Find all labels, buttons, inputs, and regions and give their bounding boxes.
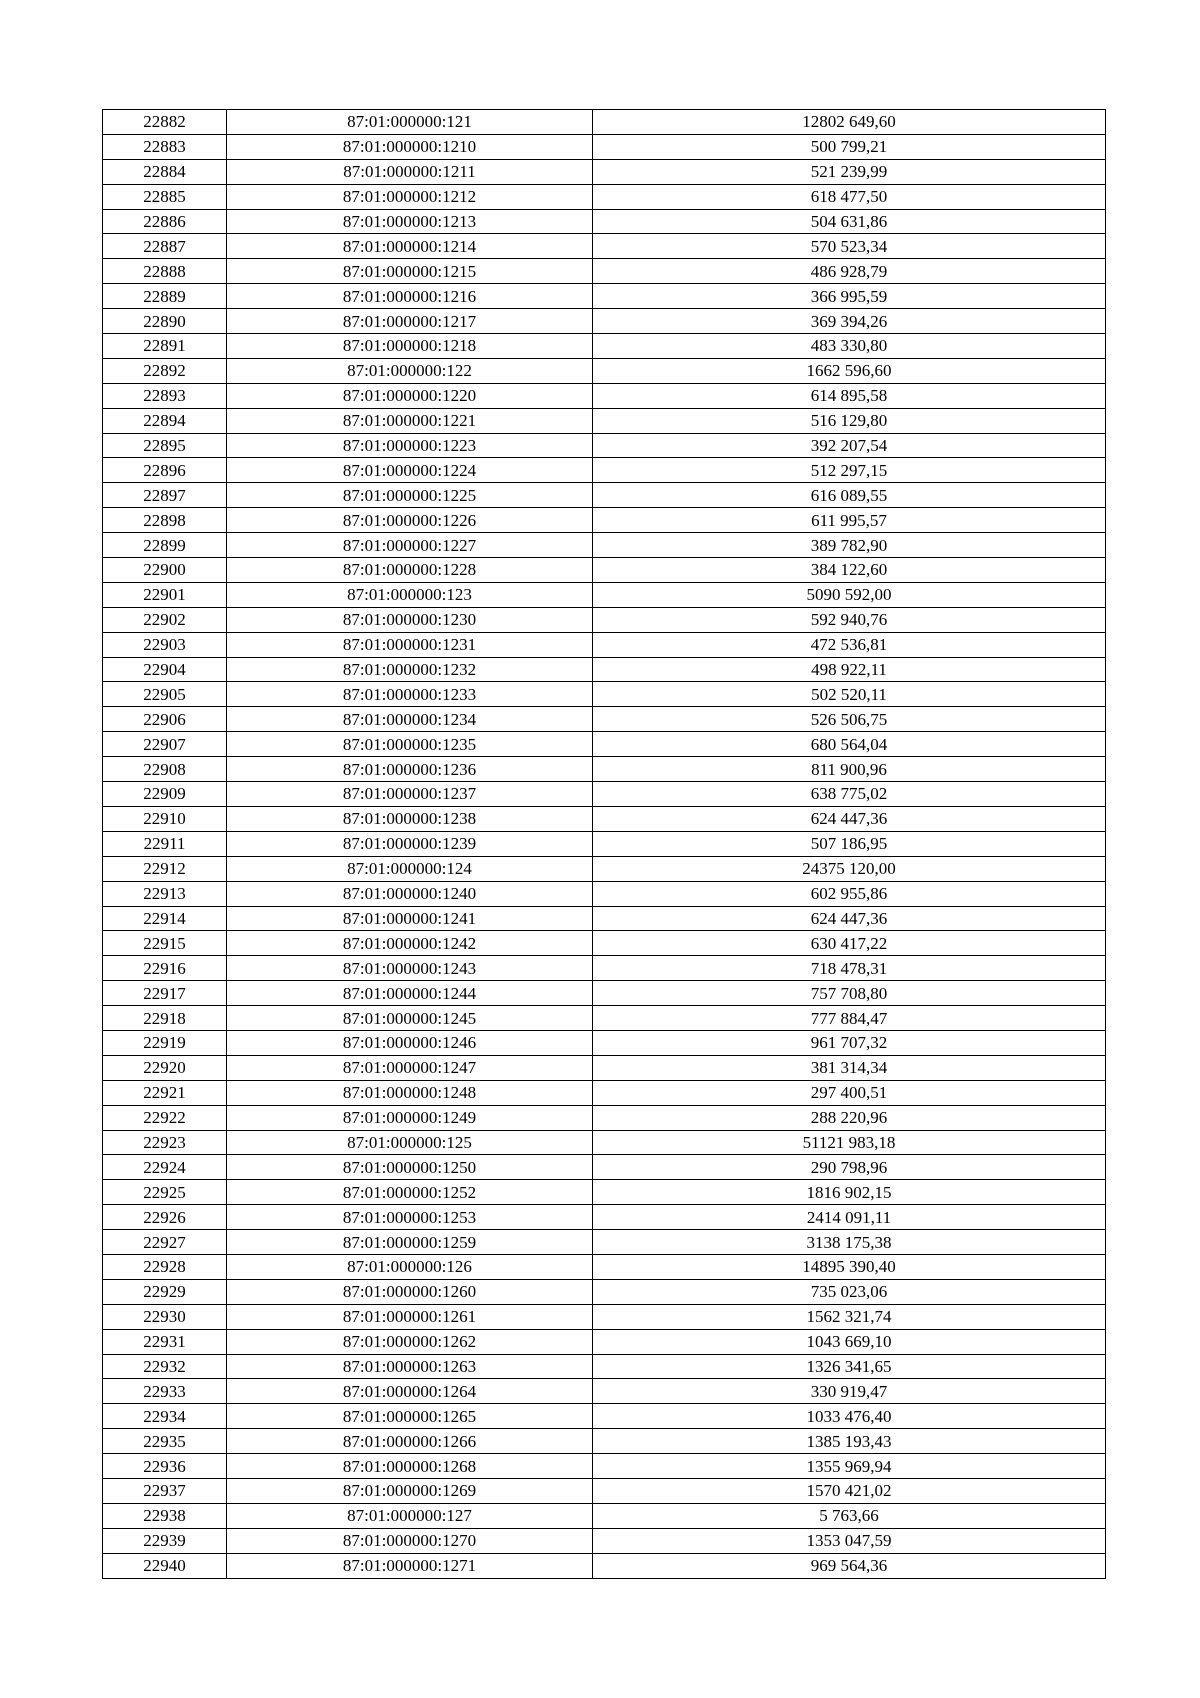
row-number-cell: 22891 <box>103 334 227 359</box>
cadastral-value-cell: 502 520,11 <box>593 682 1106 707</box>
table-row <box>103 732 1106 757</box>
table-row <box>103 1130 1106 1155</box>
cadastral-number-cell: 87:01:000000:1263 <box>227 1354 593 1379</box>
table-row <box>103 309 1106 334</box>
cadastral-number-cell: 87:01:000000:1212 <box>227 184 593 209</box>
cadastral-value-cell: 472 536,81 <box>593 632 1106 657</box>
cadastral-value-cell: 3138 175,38 <box>593 1230 1106 1255</box>
table-row <box>103 558 1106 583</box>
row-number-cell: 22895 <box>103 433 227 458</box>
row-number-cell: 22896 <box>103 458 227 483</box>
cadastral-value-cell: 381 314,34 <box>593 1055 1106 1080</box>
table-row <box>103 110 1106 135</box>
cadastral-value-cell: 1662 596,60 <box>593 358 1106 383</box>
cadastral-value-cell: 290 798,96 <box>593 1155 1106 1180</box>
table-row <box>103 433 1106 458</box>
cadastral-number-cell: 87:01:000000:1264 <box>227 1379 593 1404</box>
row-number-cell: 22913 <box>103 881 227 906</box>
cadastral-number-cell: 87:01:000000:122 <box>227 358 593 383</box>
row-number-cell: 22915 <box>103 931 227 956</box>
table-row <box>103 1180 1106 1205</box>
cadastral-number-cell: 87:01:000000:123 <box>227 582 593 607</box>
cadastral-value-cell: 392 207,54 <box>593 433 1106 458</box>
cadastral-value-cell: 1326 341,65 <box>593 1354 1106 1379</box>
row-number-cell: 22928 <box>103 1254 227 1279</box>
cadastral-number-cell: 87:01:000000:1214 <box>227 234 593 259</box>
cadastral-value-cell: 504 631,86 <box>593 209 1106 234</box>
cadastral-number-cell: 87:01:000000:126 <box>227 1254 593 1279</box>
table-row <box>103 1354 1106 1379</box>
cadastral-number-cell: 87:01:000000:1215 <box>227 259 593 284</box>
row-number-cell: 22936 <box>103 1454 227 1479</box>
table-body <box>103 110 1106 1579</box>
cadastral-value-cell: 735 023,06 <box>593 1279 1106 1304</box>
row-number-cell: 22918 <box>103 1006 227 1031</box>
cadastral-number-cell: 87:01:000000:1259 <box>227 1230 593 1255</box>
row-number-cell: 22939 <box>103 1528 227 1553</box>
row-number-cell: 22926 <box>103 1205 227 1230</box>
cadastral-value-cell: 757 708,80 <box>593 981 1106 1006</box>
cadastral-value-cell: 1033 476,40 <box>593 1404 1106 1429</box>
cadastral-number-cell: 87:01:000000:1261 <box>227 1304 593 1329</box>
table-row <box>103 582 1106 607</box>
table-row <box>103 1304 1106 1329</box>
table-row <box>103 906 1106 931</box>
table-row <box>103 981 1106 1006</box>
table-row <box>103 1404 1106 1429</box>
cadastral-number-cell: 87:01:000000:1266 <box>227 1429 593 1454</box>
row-number-cell: 22898 <box>103 508 227 533</box>
row-number-cell: 22935 <box>103 1429 227 1454</box>
row-number-cell: 22889 <box>103 284 227 309</box>
table-row <box>103 1205 1106 1230</box>
cadastral-number-cell: 87:01:000000:1234 <box>227 707 593 732</box>
table-row <box>103 1006 1106 1031</box>
row-number-cell: 22907 <box>103 732 227 757</box>
table-row <box>103 533 1106 558</box>
cadastral-value-cell: 389 782,90 <box>593 533 1106 558</box>
table-row <box>103 1454 1106 1479</box>
cadastral-number-cell: 87:01:000000:1223 <box>227 433 593 458</box>
cadastral-number-cell: 87:01:000000:1241 <box>227 906 593 931</box>
cadastral-number-cell: 87:01:000000:125 <box>227 1130 593 1155</box>
cadastral-number-cell: 87:01:000000:1242 <box>227 931 593 956</box>
table-row <box>103 184 1106 209</box>
cadastral-value-cell: 777 884,47 <box>593 1006 1106 1031</box>
table-row <box>103 782 1106 807</box>
row-number-cell: 22888 <box>103 259 227 284</box>
cadastral-value-cell: 288 220,96 <box>593 1105 1106 1130</box>
table-row <box>103 408 1106 433</box>
cadastral-number-cell: 87:01:000000:1236 <box>227 757 593 782</box>
table-row <box>103 134 1106 159</box>
cadastral-value-cell: 498 922,11 <box>593 657 1106 682</box>
table-row <box>103 259 1106 284</box>
cadastral-value-cell: 1816 902,15 <box>593 1180 1106 1205</box>
table-row <box>103 358 1106 383</box>
cadastral-value-cell: 366 995,59 <box>593 284 1106 309</box>
cadastral-value-cell: 507 186,95 <box>593 831 1106 856</box>
cadastral-number-cell: 87:01:000000:1211 <box>227 159 593 184</box>
cadastral-number-cell: 87:01:000000:1269 <box>227 1478 593 1503</box>
cadastral-value-cell: 384 122,60 <box>593 558 1106 583</box>
row-number-cell: 22906 <box>103 707 227 732</box>
cadastral-value-table <box>102 109 1106 1579</box>
cadastral-number-cell: 87:01:000000:1210 <box>227 134 593 159</box>
cadastral-value-cell: 516 129,80 <box>593 408 1106 433</box>
cadastral-number-cell: 87:01:000000:1271 <box>227 1553 593 1578</box>
cadastral-number-cell: 87:01:000000:1235 <box>227 732 593 757</box>
cadastral-number-cell: 87:01:000000:1265 <box>227 1404 593 1429</box>
table-row <box>103 1080 1106 1105</box>
row-number-cell: 22931 <box>103 1329 227 1354</box>
cadastral-number-cell: 87:01:000000:1225 <box>227 483 593 508</box>
row-number-cell: 22938 <box>103 1503 227 1528</box>
row-number-cell: 22890 <box>103 309 227 334</box>
cadastral-value-cell: 811 900,96 <box>593 757 1106 782</box>
cadastral-number-cell: 87:01:000000:1243 <box>227 956 593 981</box>
row-number-cell: 22897 <box>103 483 227 508</box>
table-row <box>103 1379 1106 1404</box>
row-number-cell: 22885 <box>103 184 227 209</box>
cadastral-number-cell: 87:01:000000:1221 <box>227 408 593 433</box>
row-number-cell: 22922 <box>103 1105 227 1130</box>
cadastral-number-cell: 87:01:000000:1239 <box>227 831 593 856</box>
row-number-cell: 22894 <box>103 408 227 433</box>
row-number-cell: 22937 <box>103 1478 227 1503</box>
row-number-cell: 22900 <box>103 558 227 583</box>
table-row <box>103 1329 1106 1354</box>
cadastral-number-cell: 87:01:000000:1233 <box>227 682 593 707</box>
cadastral-value-cell: 570 523,34 <box>593 234 1106 259</box>
cadastral-value-cell: 1570 421,02 <box>593 1478 1106 1503</box>
table-row <box>103 284 1106 309</box>
cadastral-value-cell: 1355 969,94 <box>593 1454 1106 1479</box>
row-number-cell: 22883 <box>103 134 227 159</box>
row-number-cell: 22929 <box>103 1279 227 1304</box>
row-number-cell: 22914 <box>103 906 227 931</box>
table-row <box>103 209 1106 234</box>
cadastral-value-cell: 638 775,02 <box>593 782 1106 807</box>
row-number-cell: 22925 <box>103 1180 227 1205</box>
cadastral-value-cell: 592 940,76 <box>593 607 1106 632</box>
cadastral-value-cell: 12802 649,60 <box>593 110 1106 135</box>
cadastral-number-cell: 87:01:000000:121 <box>227 110 593 135</box>
row-number-cell: 22887 <box>103 234 227 259</box>
row-number-cell: 22905 <box>103 682 227 707</box>
table-row <box>103 1279 1106 1304</box>
cadastral-value-cell: 1043 669,10 <box>593 1329 1106 1354</box>
cadastral-number-cell: 87:01:000000:124 <box>227 856 593 881</box>
table-row <box>103 707 1106 732</box>
row-number-cell: 22902 <box>103 607 227 632</box>
row-number-cell: 22884 <box>103 159 227 184</box>
cadastral-number-cell: 87:01:000000:1213 <box>227 209 593 234</box>
cadastral-value-cell: 5 763,66 <box>593 1503 1106 1528</box>
cadastral-value-cell: 718 478,31 <box>593 956 1106 981</box>
table-row <box>103 856 1106 881</box>
table-row <box>103 607 1106 632</box>
cadastral-value-cell: 961 707,32 <box>593 1030 1106 1055</box>
row-number-cell: 22930 <box>103 1304 227 1329</box>
cadastral-value-cell: 602 955,86 <box>593 881 1106 906</box>
row-number-cell: 22903 <box>103 632 227 657</box>
cadastral-number-cell: 87:01:000000:1227 <box>227 533 593 558</box>
table-row <box>103 1503 1106 1528</box>
table-row <box>103 1230 1106 1255</box>
cadastral-value-cell: 486 928,79 <box>593 259 1106 284</box>
row-number-cell: 22932 <box>103 1354 227 1379</box>
cadastral-number-cell: 87:01:000000:1217 <box>227 309 593 334</box>
table-row <box>103 1105 1106 1130</box>
cadastral-number-cell: 87:01:000000:1270 <box>227 1528 593 1553</box>
table-row <box>103 956 1106 981</box>
row-number-cell: 22899 <box>103 533 227 558</box>
table-row <box>103 383 1106 408</box>
cadastral-value-cell: 680 564,04 <box>593 732 1106 757</box>
cadastral-value-cell: 24375 120,00 <box>593 856 1106 881</box>
row-number-cell: 22911 <box>103 831 227 856</box>
cadastral-number-cell: 87:01:000000:1244 <box>227 981 593 1006</box>
row-number-cell: 22904 <box>103 657 227 682</box>
row-number-cell: 22940 <box>103 1553 227 1578</box>
table-row <box>103 757 1106 782</box>
cadastral-number-cell: 87:01:000000:1238 <box>227 806 593 831</box>
table-row <box>103 1030 1106 1055</box>
cadastral-value-cell: 5090 592,00 <box>593 582 1106 607</box>
row-number-cell: 22917 <box>103 981 227 1006</box>
cadastral-value-cell: 526 506,75 <box>593 707 1106 732</box>
row-number-cell: 22893 <box>103 383 227 408</box>
cadastral-number-cell: 87:01:000000:1260 <box>227 1279 593 1304</box>
row-number-cell: 22924 <box>103 1155 227 1180</box>
table-row <box>103 657 1106 682</box>
cadastral-value-cell: 512 297,15 <box>593 458 1106 483</box>
cadastral-value-cell: 1562 321,74 <box>593 1304 1106 1329</box>
cadastral-number-cell: 87:01:000000:1232 <box>227 657 593 682</box>
cadastral-value-cell: 624 447,36 <box>593 906 1106 931</box>
row-number-cell: 22910 <box>103 806 227 831</box>
row-number-cell: 22933 <box>103 1379 227 1404</box>
cadastral-number-cell: 87:01:000000:1220 <box>227 383 593 408</box>
cadastral-value-cell: 630 417,22 <box>593 931 1106 956</box>
cadastral-number-cell: 87:01:000000:1245 <box>227 1006 593 1031</box>
cadastral-number-cell: 87:01:000000:1268 <box>227 1454 593 1479</box>
cadastral-value-cell: 483 330,80 <box>593 334 1106 359</box>
cadastral-number-cell: 87:01:000000:1226 <box>227 508 593 533</box>
row-number-cell: 22920 <box>103 1055 227 1080</box>
cadastral-number-cell: 87:01:000000:127 <box>227 1503 593 1528</box>
table-row <box>103 931 1106 956</box>
row-number-cell: 22882 <box>103 110 227 135</box>
table-row <box>103 632 1106 657</box>
table-row <box>103 1055 1106 1080</box>
cadastral-number-cell: 87:01:000000:1246 <box>227 1030 593 1055</box>
row-number-cell: 22912 <box>103 856 227 881</box>
row-number-cell: 22892 <box>103 358 227 383</box>
cadastral-number-cell: 87:01:000000:1224 <box>227 458 593 483</box>
cadastral-number-cell: 87:01:000000:1262 <box>227 1329 593 1354</box>
cadastral-number-cell: 87:01:000000:1237 <box>227 782 593 807</box>
table-row <box>103 1254 1106 1279</box>
cadastral-number-cell: 87:01:000000:1228 <box>227 558 593 583</box>
cadastral-value-cell: 500 799,21 <box>593 134 1106 159</box>
row-number-cell: 22923 <box>103 1130 227 1155</box>
cadastral-value-cell: 969 564,36 <box>593 1553 1106 1578</box>
table-row <box>103 831 1106 856</box>
cadastral-number-cell: 87:01:000000:1231 <box>227 632 593 657</box>
table-row <box>103 682 1106 707</box>
cadastral-value-cell: 297 400,51 <box>593 1080 1106 1105</box>
row-number-cell: 22919 <box>103 1030 227 1055</box>
cadastral-value-cell: 618 477,50 <box>593 184 1106 209</box>
cadastral-value-cell: 521 239,99 <box>593 159 1106 184</box>
table-row <box>103 458 1106 483</box>
cadastral-value-cell: 51121 983,18 <box>593 1130 1106 1155</box>
row-number-cell: 22908 <box>103 757 227 782</box>
table-row <box>103 334 1106 359</box>
table-row <box>103 508 1106 533</box>
table-row <box>103 1528 1106 1553</box>
cadastral-value-cell: 369 394,26 <box>593 309 1106 334</box>
row-number-cell: 22934 <box>103 1404 227 1429</box>
cadastral-number-cell: 87:01:000000:1247 <box>227 1055 593 1080</box>
cadastral-value-cell: 330 919,47 <box>593 1379 1106 1404</box>
row-number-cell: 22916 <box>103 956 227 981</box>
cadastral-value-cell: 616 089,55 <box>593 483 1106 508</box>
row-number-cell: 22921 <box>103 1080 227 1105</box>
row-number-cell: 22927 <box>103 1230 227 1255</box>
table-row <box>103 1155 1106 1180</box>
table-row <box>103 1478 1106 1503</box>
cadastral-number-cell: 87:01:000000:1240 <box>227 881 593 906</box>
table-row <box>103 1429 1106 1454</box>
table-row <box>103 881 1106 906</box>
table-row <box>103 234 1106 259</box>
cadastral-value-cell: 1353 047,59 <box>593 1528 1106 1553</box>
table-row <box>103 159 1106 184</box>
cadastral-number-cell: 87:01:000000:1252 <box>227 1180 593 1205</box>
table-row <box>103 806 1106 831</box>
cadastral-number-cell: 87:01:000000:1230 <box>227 607 593 632</box>
table-row <box>103 483 1106 508</box>
cadastral-value-cell: 614 895,58 <box>593 383 1106 408</box>
table-row <box>103 1553 1106 1578</box>
cadastral-number-cell: 87:01:000000:1250 <box>227 1155 593 1180</box>
cadastral-number-cell: 87:01:000000:1216 <box>227 284 593 309</box>
cadastral-value-cell: 624 447,36 <box>593 806 1106 831</box>
row-number-cell: 22886 <box>103 209 227 234</box>
cadastral-number-cell: 87:01:000000:1253 <box>227 1205 593 1230</box>
cadastral-value-cell: 1385 193,43 <box>593 1429 1106 1454</box>
cadastral-value-cell: 2414 091,11 <box>593 1205 1106 1230</box>
row-number-cell: 22901 <box>103 582 227 607</box>
cadastral-value-cell: 14895 390,40 <box>593 1254 1106 1279</box>
cadastral-value-cell: 611 995,57 <box>593 508 1106 533</box>
cadastral-number-cell: 87:01:000000:1248 <box>227 1080 593 1105</box>
cadastral-number-cell: 87:01:000000:1249 <box>227 1105 593 1130</box>
cadastral-number-cell: 87:01:000000:1218 <box>227 334 593 359</box>
row-number-cell: 22909 <box>103 782 227 807</box>
